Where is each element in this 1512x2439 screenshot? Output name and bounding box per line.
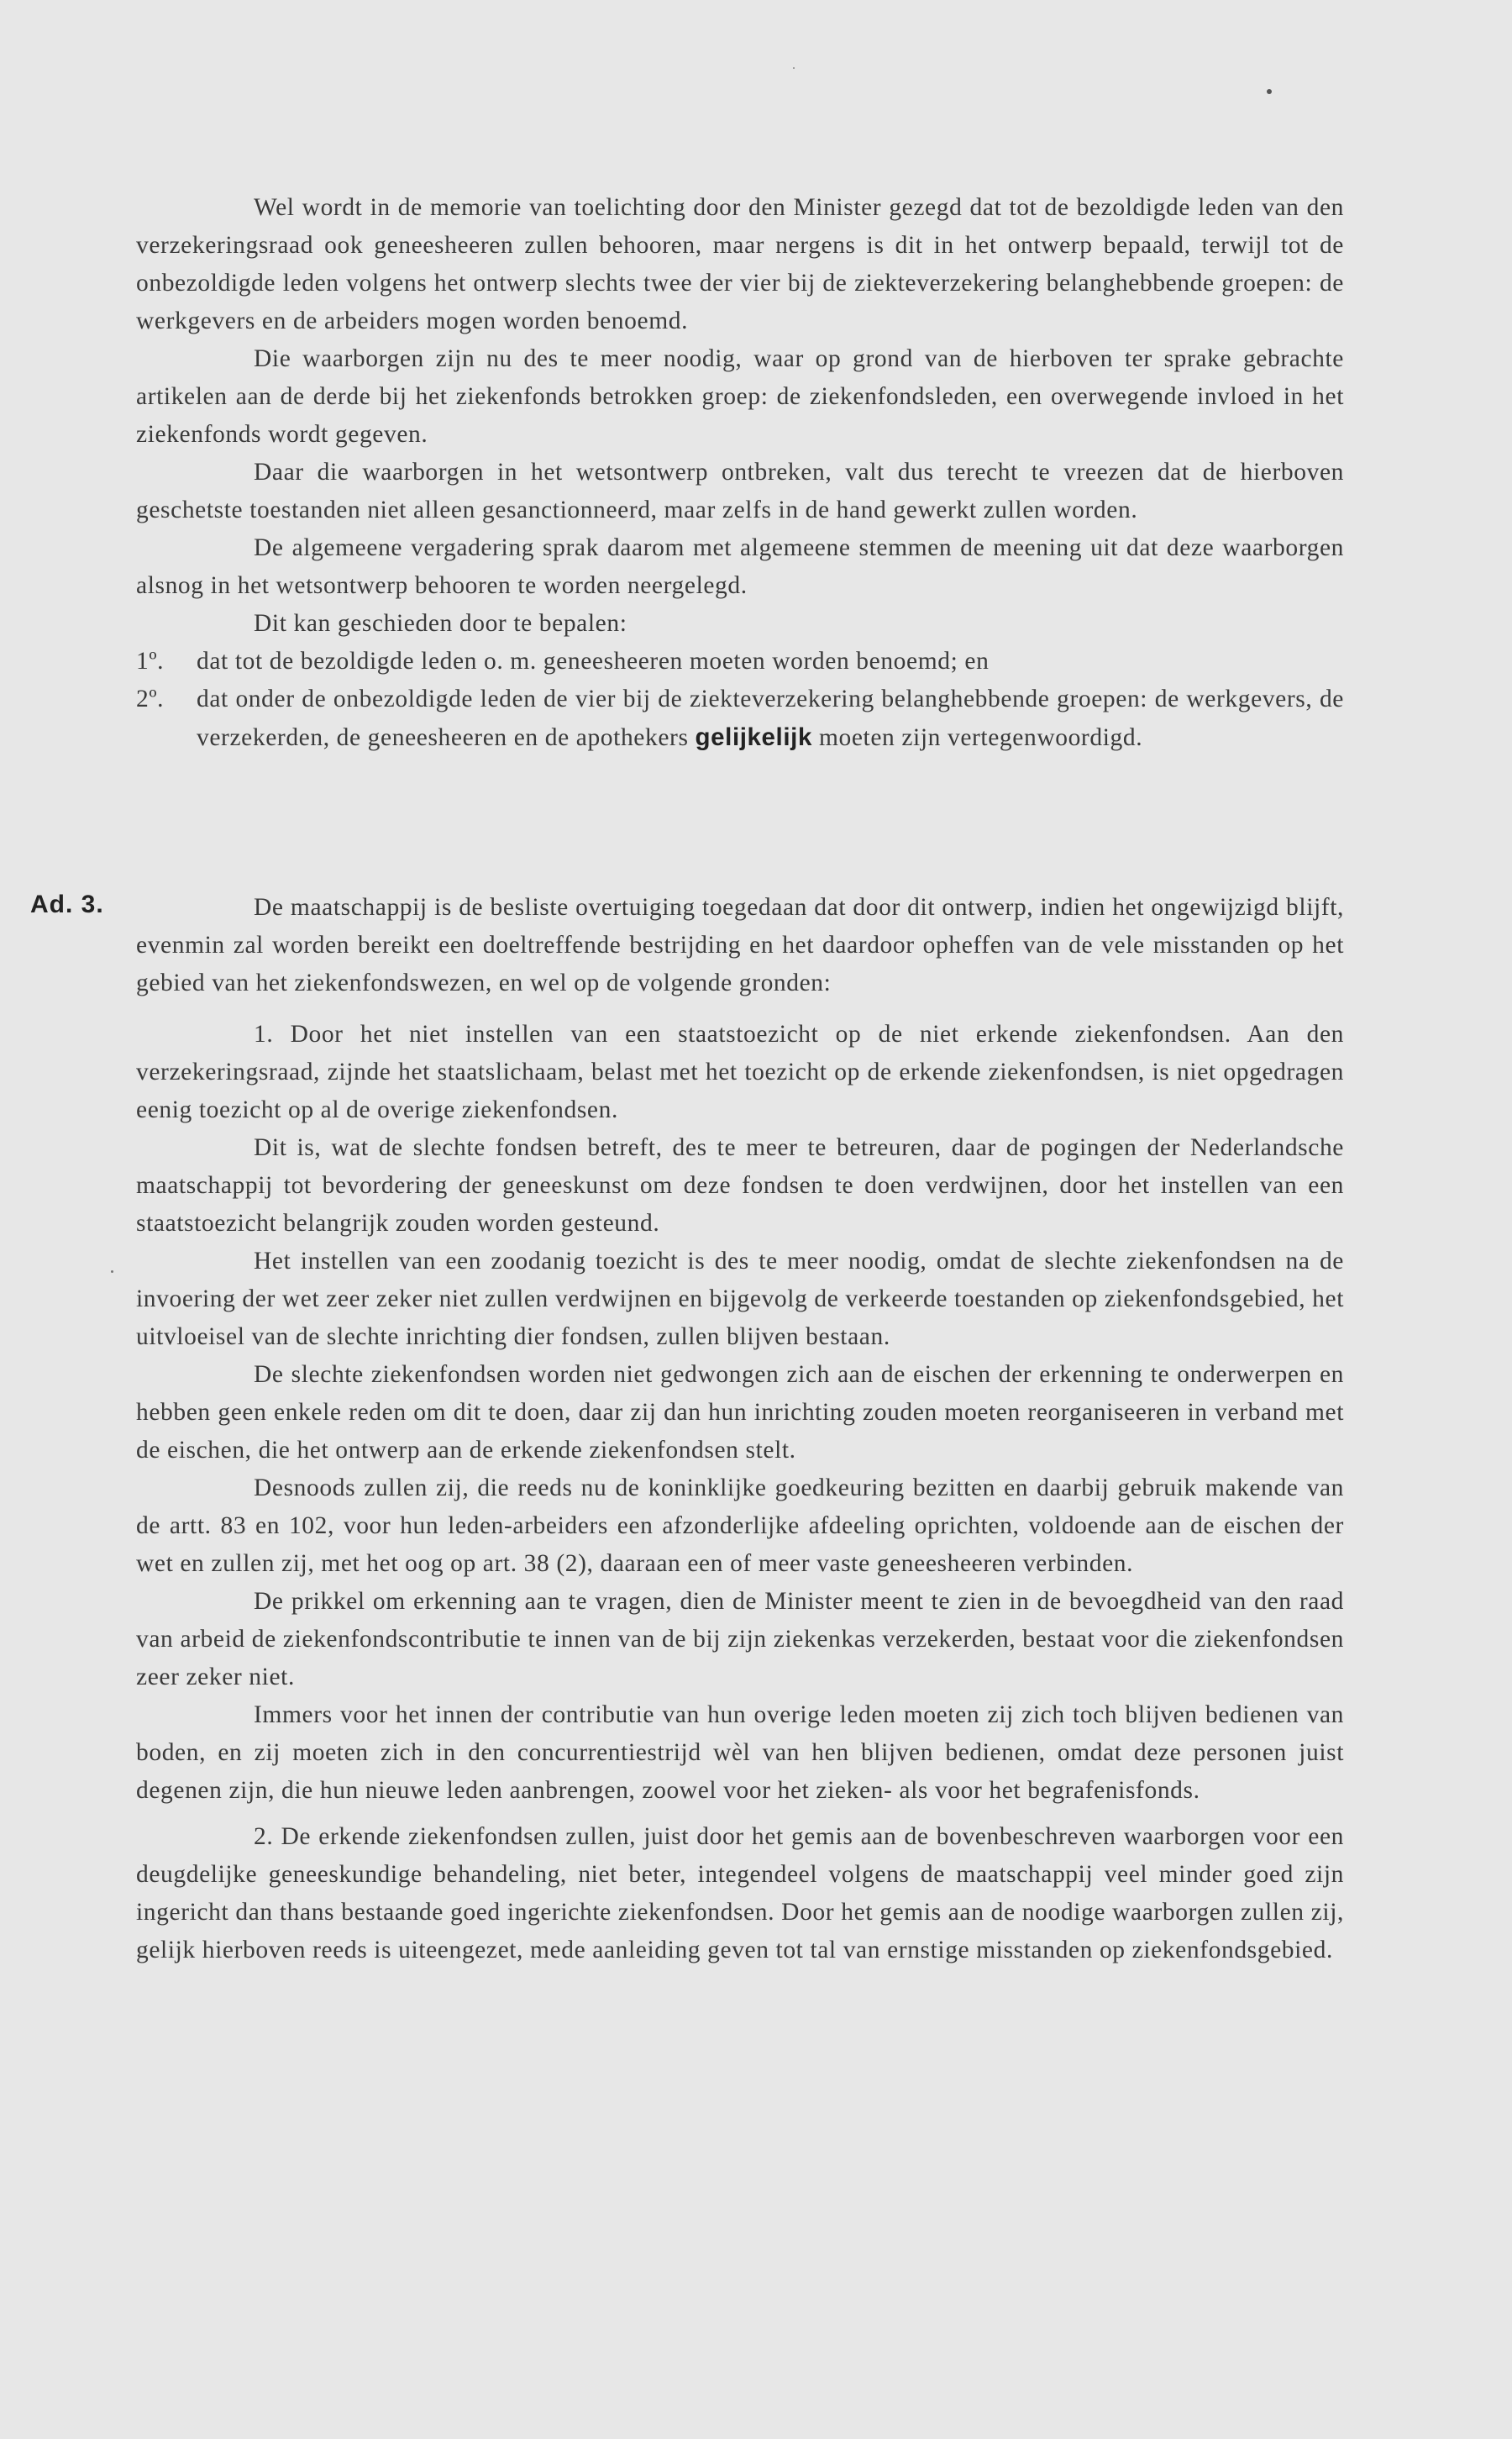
emphasis-word: gelijkelijk <box>695 723 812 751</box>
paragraph: Het instellen van een zoodanig toezicht is des te meer noodig, omdat de slechte ziekenfondsen na de invoering der wet zeer zeker niet zullen verdwijnen en bijgevolg de verkeerde toestanden op ziekenfondsgebied, het uitvloeisel van de slechte inrichting dier fondsen, zullen blijven bestaan. <box>136 1248 1344 1350</box>
section-2-text <box>136 889 1344 1969</box>
paragraph: Dit is, wat de slechte fondsen betreft, des te meer te betreuren, daar de pogingen der Nederlandsche maatschappij tot bevordering der geneeskunst om deze fondsen te doen verdwijnen, door het instellen van een staatstoezicht belangrijk zouden worden gesteund. <box>136 1134 1344 1237</box>
list-item <box>136 643 1344 681</box>
section-label: Ad. 3. <box>30 891 104 918</box>
paragraph: Wel wordt in de memorie van toelichting door den Minister gezegd dat tot de bezoldigde leden van den verzekeringsraad ook geneesheeren zullen behooren, maar nergens is dit in het ontwerp bepaald, terwijl tot de onbezoldigde leden volgens het ontwerp slechts twee der vier bij de ziekteverzekering belanghebbende groepen: de werkgevers en de arbeiders mogen worden benoemd. <box>136 194 1344 334</box>
section-1-text <box>136 189 1344 757</box>
list-item <box>136 681 1344 757</box>
paragraph: 2. De erkende ziekenfondsen zullen, juist door het gemis aan de bovenbeschreven waarborgen voor een deugdelijke geneeskundige behandeling, niet beter, integendeel volgens de maatschappij veel minder goed zijn ingericht dan thans bestaande goed ingerichte ziekenfondsen. Door het gemis aan de noodige waarborgen zullen zij, gelijk hierboven reeds is uiteengezet, mede aanleiding geven tot tal van ernstige misstanden op ziekenfondsgebied. <box>136 1823 1344 1963</box>
paragraph: 1. Door het niet instellen van een staatstoezicht op de niet erkende ziekenfondsen. Aan den verzekeringsraad, zijnde het staatslichaam, belast met het toezicht op de erkende ziekenfondsen, is niet opgedragen eenig toezicht op al de overige ziekenfondsen. <box>136 1021 1344 1123</box>
paragraph: Die waarborgen zijn nu des te meer noodig, waar op grond van de hierboven ter sprake gebrachte artikelen aan de derde bij het ziekenfonds betrokken groep: de ziekenfondsleden, een overwegende invloed in het ziekenfonds wordt gegeven. <box>136 345 1344 448</box>
list-text: dat tot de bezoldigde leden o. m. geneesheeren moeten worden benoemd; en <box>197 648 990 675</box>
paragraph: De prikkel om erkenning aan te vragen, dien de Minister meent te zien in de bevoegdheid van den raad van arbeid de ziekenfondscontributie te innen van de bij zijn ziekenkas verzekerden, bestaat voor die ziekenfondsen zeer zeker niet. <box>136 1588 1344 1690</box>
paragraph: Immers voor het innen der contributie van hun overige leden moeten zij zich toch blijven bedienen van boden, en zij moeten zich in den concurrentiestrijd wèl van hen blijven bedienen, omdat deze personen juist degenen zijn, die hun nieuwe leden aanbrengen, zoowel voor het zieken- als voor het begrafenisfonds. <box>136 1701 1344 1804</box>
paragraph: Dit kan geschieden door te bepalen: <box>254 610 627 637</box>
paragraph: De algemeene vergadering sprak daarom met algemeene stemmen de meening uit dat deze waarborgen alsnog in het wetsontwerp behooren te worden neergelegd. <box>136 534 1344 599</box>
list-number: 2º. <box>136 686 165 712</box>
paragraph: Desnoods zullen zij, die reeds nu de koninklijke goedkeuring bezitten en daarbij gebruik makende van de artt. 83 en 102, voor hun leden-arbeiders een afzonderlijke afdeeling oprichten, voldoende aan de eischen der wet en zullen zij, met het oog op art. 38 (2), daaraan een of meer vaste geneesheeren verbinden. <box>136 1474 1344 1577</box>
ink-speck <box>1267 89 1272 94</box>
ink-speck <box>793 67 795 69</box>
paragraph: Daar die waarborgen in het wetsontwerp ontbreken, valt dus terecht te vreezen dat de hierboven geschetste toestanden niet alleen gesanctionneerd, maar zelfs in de hand gewerkt zullen worden. <box>136 459 1344 523</box>
list-number: 1º. <box>136 648 165 675</box>
list-text: dat onder de onbezoldigde leden de vier bij de ziekteverzekering belanghebbende groepen: de werkgevers, de verzekerden, de geneesheeren en de apothekers <box>197 686 1344 751</box>
paragraph: De slechte ziekenfondsen worden niet gedwongen zich aan de eischen der erkenning te onderwerpen en hebben geen enkele reden om dit te doen, daar zij dan hun inrichting zouden moeten reorganiseeren in verband met de eischen, die het ontwerp aan de erkende ziekenfondsen stelt. <box>136 1361 1344 1464</box>
paragraph: De maatschappij is de besliste overtuiging toegedaan dat door dit ontwerp, indien het ongewijzigd blijft, evenmin zal worden bereikt een doeltreffende bestrijding en het daardoor opheffen van de vele misstanden op het gebied van het ziekenfondswezen, en wel op de volgende gronden: <box>136 894 1344 996</box>
ink-speck <box>111 1270 113 1273</box>
list-text: moeten zijn vertegenwoordigd. <box>818 724 1143 751</box>
